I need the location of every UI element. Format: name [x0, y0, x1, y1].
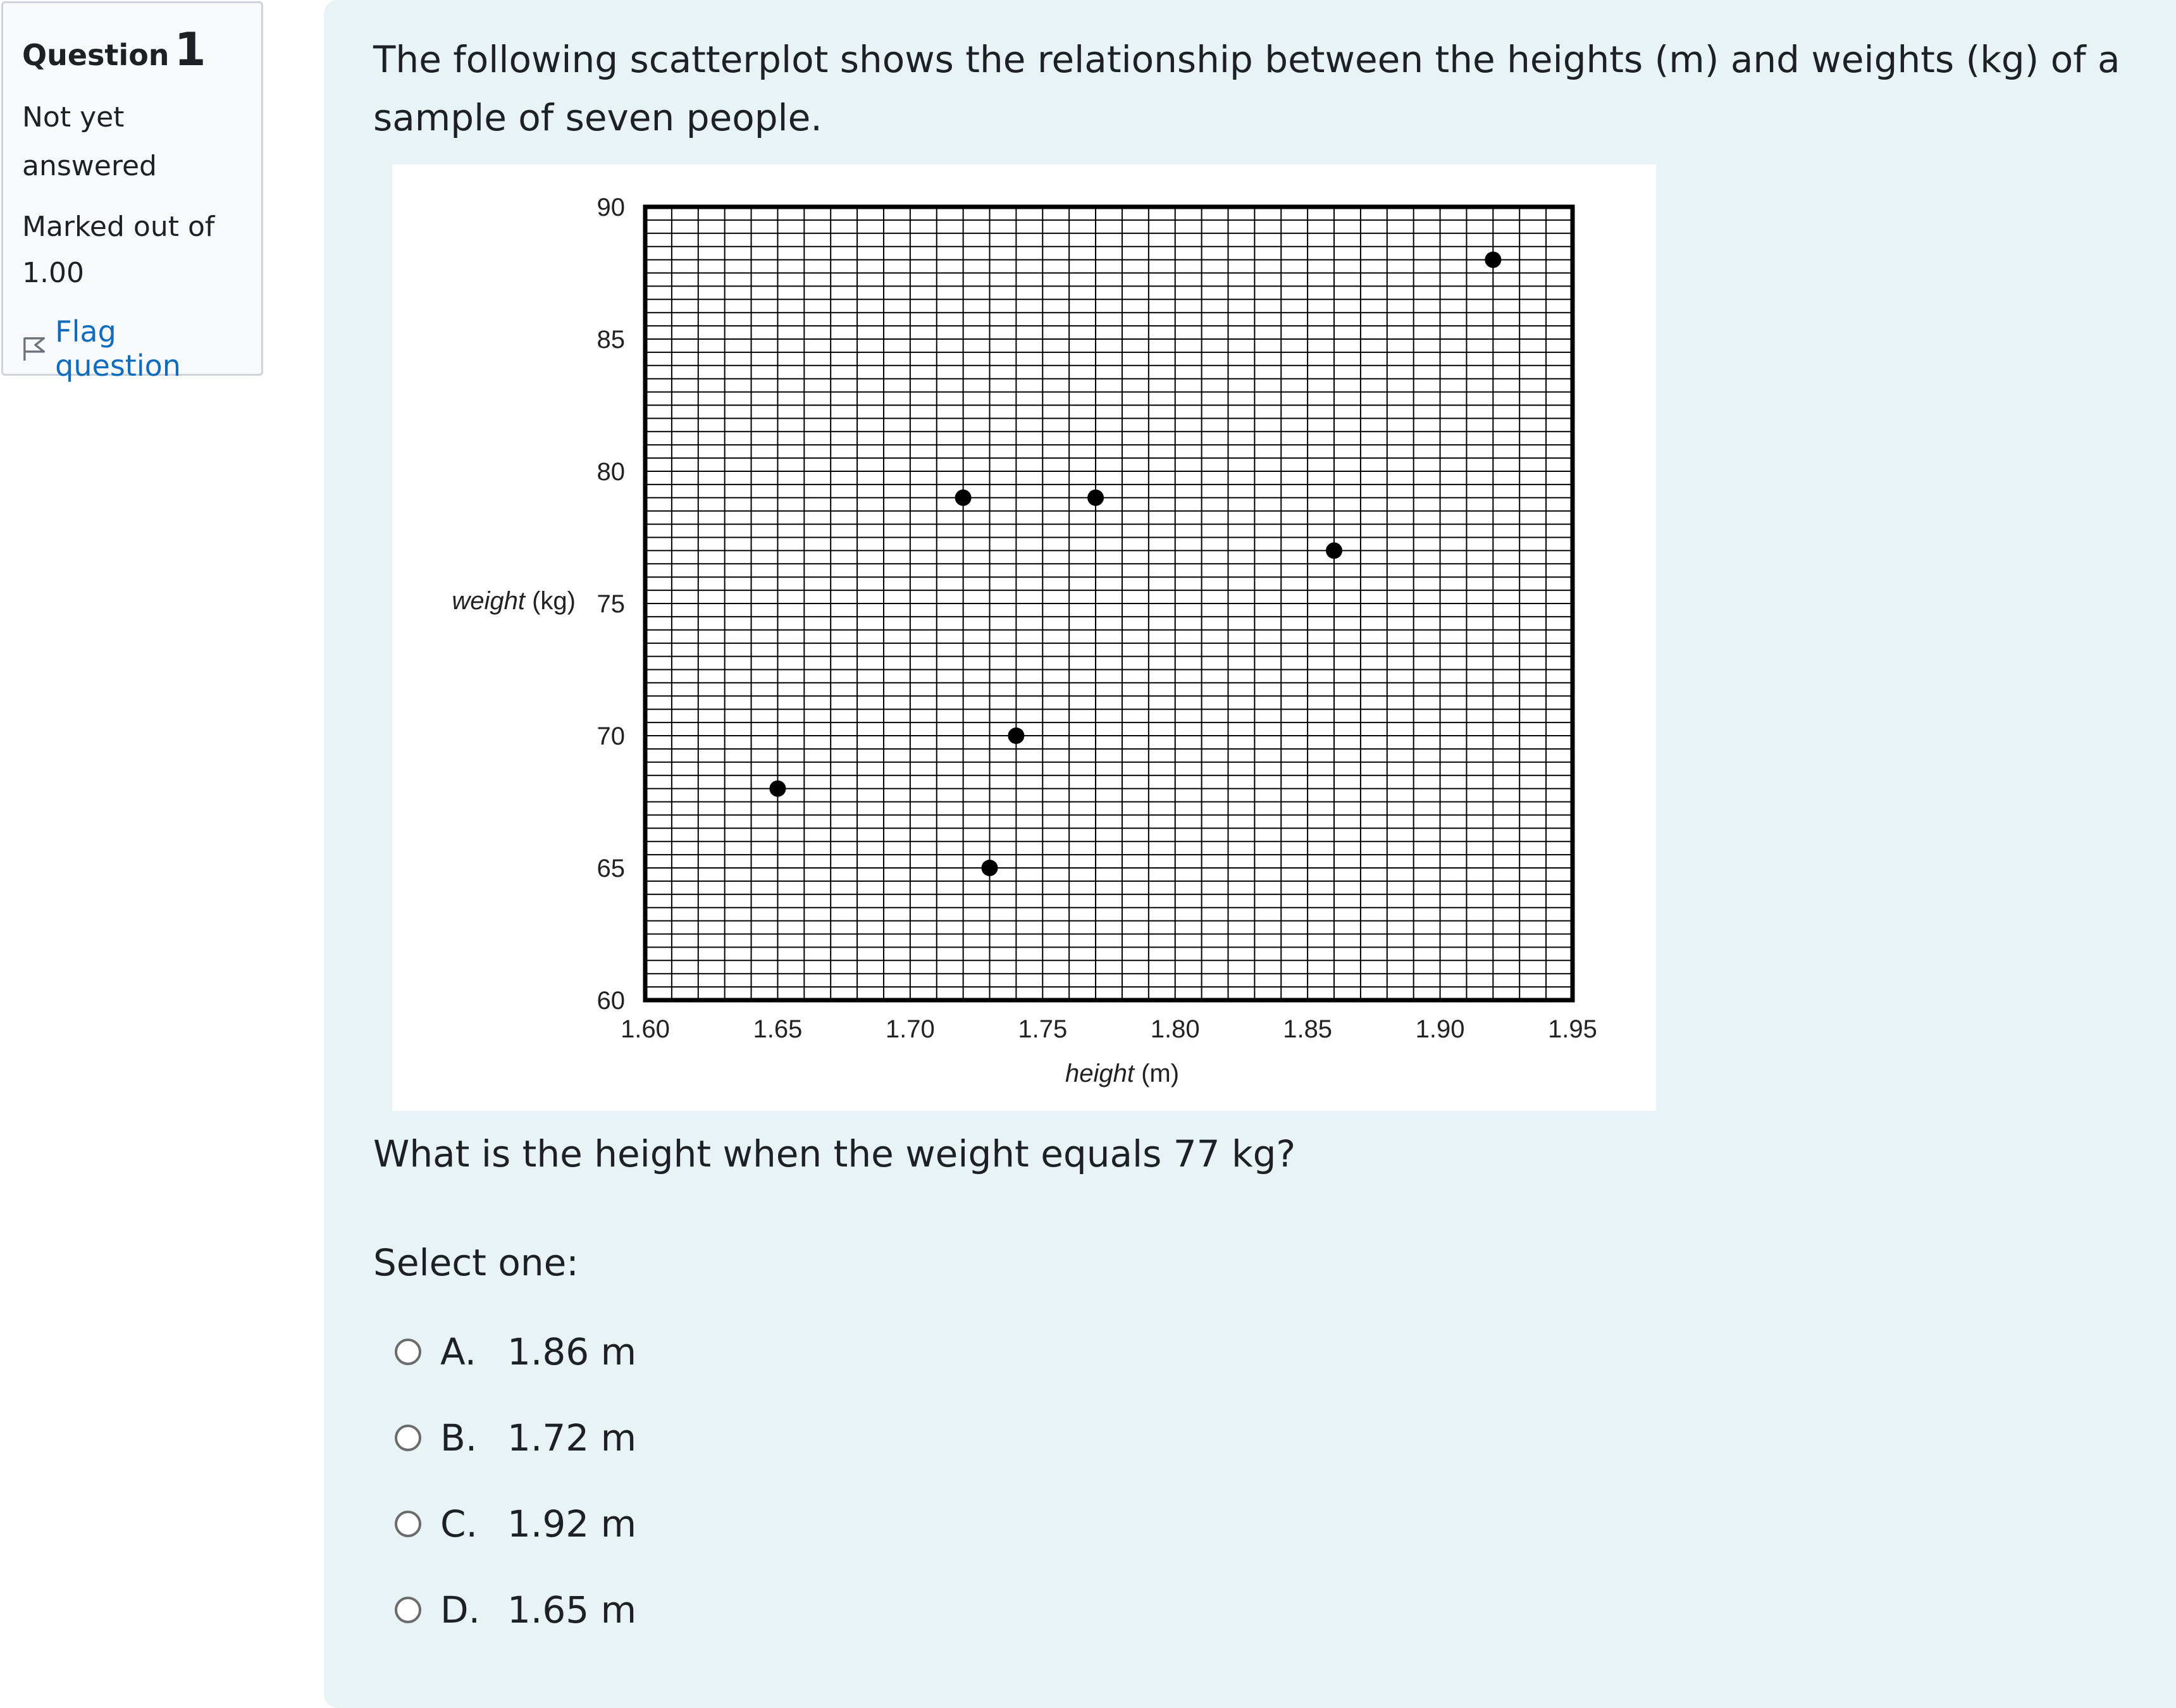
y-tick-label: 90 [597, 194, 625, 221]
answer-text-d: 1.65 m [507, 1588, 637, 1631]
x-tick-label: 1.95 [1548, 1015, 1597, 1043]
answer-option-b[interactable] [395, 1416, 636, 1459]
answer-letter-c: C. [440, 1502, 478, 1545]
question-label: Question [22, 38, 170, 72]
question-prompt: What is the height when the weight equals 77 kg? [373, 1132, 1296, 1175]
data-point [1485, 252, 1501, 268]
answer-text-c: 1.92 m [507, 1502, 637, 1545]
y-axis-label-unit: (kg) [525, 587, 576, 615]
y-axis-label-name: weight [452, 587, 525, 615]
answer-text-b: 1.72 m [507, 1416, 637, 1459]
x-tick-label: 1.60 [621, 1015, 670, 1043]
y-axis-label [452, 587, 576, 615]
y-tick-label: 60 [597, 987, 625, 1015]
question-content [324, 0, 2176, 1708]
answer-letter-b: B. [440, 1416, 478, 1459]
radio-button-d[interactable] [395, 1597, 421, 1623]
x-axis-label [1065, 1060, 1179, 1087]
question-grade: Marked out of 1.00 [22, 211, 215, 289]
x-tick-label: 1.90 [1415, 1015, 1465, 1043]
question-number-heading [22, 22, 242, 77]
data-point [769, 781, 786, 797]
data-point [1008, 727, 1024, 744]
x-axis-label-unit: (m) [1134, 1060, 1180, 1087]
y-tick-label: 85 [597, 326, 625, 354]
data-point [955, 490, 972, 506]
data-point [1087, 490, 1104, 506]
answer-letter-d: D. [440, 1588, 481, 1631]
answer-option-a[interactable] [395, 1330, 636, 1373]
flag-question-link[interactable] [22, 314, 242, 383]
y-tick-label: 80 [597, 458, 625, 486]
flag-question-label: Flag question [55, 314, 181, 383]
data-point [1326, 542, 1342, 559]
scatterplot-chart [392, 164, 1656, 1111]
x-tick-label: 1.80 [1150, 1015, 1200, 1043]
radio-button-c[interactable] [395, 1511, 421, 1537]
question-text: The following scatterplot shows the relationship between the heights (m) and weights (kg) of a sample of seven people. [373, 38, 2120, 139]
answer-text-a: 1.86 m [507, 1330, 637, 1373]
y-tick-label: 65 [597, 855, 625, 882]
radio-button-a[interactable] [395, 1339, 421, 1365]
question-state: Not yet answered [22, 101, 157, 183]
answer-letter-a: A. [440, 1330, 477, 1373]
chart-grid [645, 207, 1573, 1000]
y-tick-label: 70 [597, 722, 625, 750]
question-number: 1 [174, 23, 206, 76]
x-tick-label: 1.65 [753, 1015, 803, 1043]
answer-option-d[interactable] [395, 1588, 636, 1631]
y-tick-label: 75 [597, 590, 625, 618]
x-tick-label: 1.75 [1018, 1015, 1068, 1043]
flag-icon [22, 335, 46, 362]
question-info-panel [1, 1, 263, 383]
x-tick-label: 1.70 [885, 1015, 935, 1043]
y-axis-ticks [597, 194, 626, 1015]
x-axis-ticks [621, 1015, 1597, 1043]
radio-button-b[interactable] [395, 1425, 421, 1451]
x-axis-label-name: height [1065, 1060, 1134, 1087]
data-point [982, 860, 998, 876]
select-one-label: Select one: [373, 1241, 579, 1284]
x-tick-label: 1.85 [1283, 1015, 1333, 1043]
scatterplot-image [392, 164, 1656, 1111]
answer-option-c[interactable] [395, 1502, 636, 1545]
